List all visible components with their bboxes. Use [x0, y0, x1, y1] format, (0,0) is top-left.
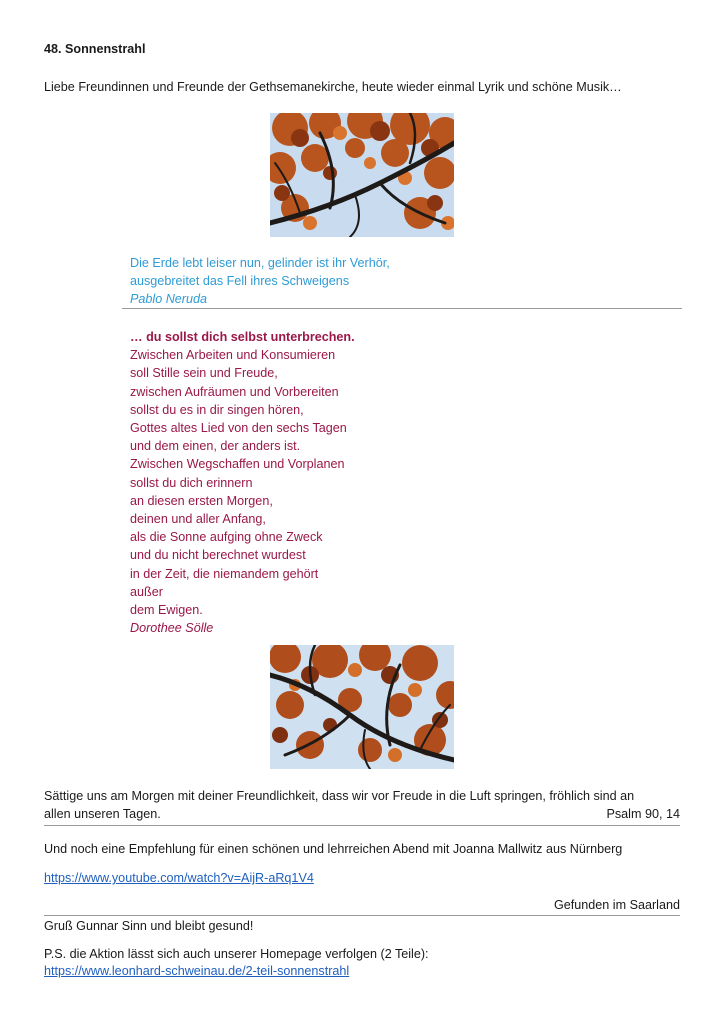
autumn-tree-photo-bottom — [270, 645, 454, 769]
greeting-text: Gruß Gunnar Sinn und bleibt gesund! — [44, 919, 254, 933]
psalm-quote — [44, 787, 680, 823]
psalm-line: Sättige uns am Morgen mit deiner Freundlichkeit, dass wir vor Freude in die Luft springen, fröhlich sind an — [44, 789, 635, 803]
poem-line: deinen und aller Anfang, — [130, 512, 266, 527]
neruda-author: Pablo Neruda — [130, 292, 208, 306]
divider-line — [122, 308, 682, 309]
postscript-text: P.S. die Aktion lässt sich auch unserer Homepage verfolgen (2 Teile): — [44, 947, 429, 961]
divider-line — [44, 915, 680, 916]
homepage-link[interactable]: https://www.leonhard-schweinau.de/2-teil-sonnenstrahl — [44, 963, 350, 978]
neruda-quote — [130, 254, 390, 308]
poem-line: Zwischen Arbeiten und Konsumieren — [130, 348, 336, 363]
soelle-poem — [130, 328, 355, 637]
poem-line: und dem einen, der anders ist. — [130, 439, 301, 454]
postscript — [44, 946, 429, 979]
poem-line: sollst du dich erinnern — [130, 475, 253, 490]
neruda-line: ausgebreitet das Fell ihres Schweigens — [130, 274, 350, 288]
poem-author: Dorothee Sölle — [130, 621, 214, 636]
poem-line: Zwischen Wegschaffen und Vorplanen — [130, 457, 345, 472]
recommendation-text: Und noch eine Empfehlung für einen schönen und lehrreichen Abend mit Joanna Mallwitz aus Nürnberg — [44, 842, 623, 856]
poem-line: als die Sonne aufging ohne Zweck — [130, 530, 323, 545]
psalm-reference: Psalm 90, 14 — [606, 807, 680, 821]
poem-line: soll Stille sein und Freude, — [130, 366, 278, 381]
poem-line: zwischen Aufräumen und Vorbereiten — [130, 384, 339, 399]
poem-line: sollst du es in dir singen hören, — [130, 402, 304, 417]
poem-line: an diesen ersten Morgen, — [130, 493, 273, 508]
intro-text: Liebe Freundinnen und Freunde der Gethsemanekirche, heute wieder einmal Lyrik und schöne Musik… — [44, 80, 622, 94]
psalm-line: allen unseren Tagen. — [44, 807, 161, 821]
found-note: Gefunden im Saarland — [553, 898, 680, 912]
poem-line: Gottes altes Lied von den sechs Tagen — [130, 421, 347, 436]
poem-line: und du nicht berechnet wurdest — [130, 548, 306, 563]
neruda-line: Die Erde lebt leiser nun, gelinder ist ihr Verhör, — [130, 256, 390, 270]
page-title: 48. Sonnenstrahl — [44, 42, 146, 56]
poem-line: dem Ewigen. — [130, 603, 203, 618]
poem-line: in der Zeit, die niemandem gehört — [130, 566, 319, 581]
autumn-tree-photo-top — [270, 113, 454, 237]
divider-line — [44, 825, 680, 826]
poem-line: außer — [130, 584, 163, 599]
poem-heading: … du sollst dich selbst unterbrechen. — [130, 330, 355, 344]
youtube-link[interactable]: https://www.youtube.com/watch?v=AijR-aRq1V4 — [44, 871, 314, 885]
